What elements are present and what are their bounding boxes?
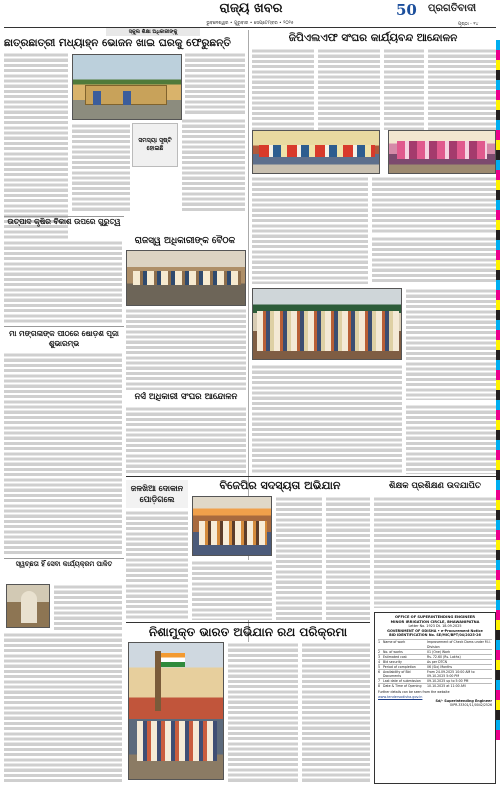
cleanliness-photo — [6, 584, 50, 628]
brief-temple-headline: ମା ମଙ୍ଗଳାଙ୍କ ପୀଠରେ ଷୋଡ଼ଶ ପୂଜା ଶୁଭାରମ୍ଭ — [9, 329, 119, 348]
notice-row — [378, 639, 492, 648]
school-story-kicker-box — [106, 28, 200, 36]
shop-story-body — [126, 510, 188, 620]
masthead — [0, 0, 500, 32]
notice-row-label: Availability of Bid Documents — [383, 669, 411, 679]
brief-agri-headline: ଉତ୍ପାଦ କୃଷିର ବିକାଶ ଉପରେ ଗୁରୁତ୍ୱ — [7, 217, 121, 226]
divider — [4, 326, 124, 327]
rally-photo — [128, 642, 224, 780]
notice-website[interactable]: www.tendersodisha.gov.in — [378, 694, 423, 699]
notice-govt: GOVERNMENT OF ODISHA • e-Procurement Notice — [387, 628, 483, 633]
school-story-pullquote — [132, 123, 178, 167]
notice-row-number: 4 — [378, 659, 381, 664]
notice-row-number: 1 — [378, 640, 381, 645]
nurse-story-body — [126, 406, 246, 474]
registration-marks — [496, 40, 500, 740]
jfl-col4 — [428, 48, 496, 130]
jfl-col8 — [406, 288, 496, 400]
section-title: ରାଜ୍ୟ ଖବର — [219, 1, 283, 16]
training-story-body — [374, 496, 496, 608]
bjp-story-col3 — [192, 560, 272, 620]
notice-code: OIPR-33301/11/0042/2526 — [449, 703, 492, 708]
page-number: ପୃଷ୍ଠା - ୧୪ — [458, 22, 479, 27]
school-story-col3 — [72, 123, 130, 213]
notice-row-value: As per DTCN — [427, 659, 447, 664]
notice-row-value: 06 (Six) Months — [427, 664, 453, 669]
notice-row-number: 8 — [378, 684, 381, 689]
notice-row-value: 10.10.2025 at 11:00 AM — [427, 684, 466, 689]
anniversary-number: 50 — [396, 1, 417, 19]
notice-row-number: 2 — [378, 649, 381, 654]
school-story-kicker: ସ୍କୁଲ ଶିକ୍ଷା ଅଧିକାରୀଙ୍କୁ — [128, 29, 178, 35]
bjp-story-col2 — [326, 496, 370, 620]
notice-signature: Sd/- Superintending Engineer — [435, 698, 492, 703]
pullquote-text: ସମସ୍ୟା ସୃଷ୍ଟି ହୋଇଛି — [138, 137, 172, 152]
rally-col2 — [302, 642, 370, 782]
notice-row-label: Period of completion — [383, 664, 416, 669]
bjp-story-headline: ବିଜେପିର ସଦସ୍ୟତା ଅଭିଯାନ — [219, 479, 341, 492]
notice-row-label: Estimated cost — [383, 654, 407, 659]
school-building-photo — [72, 54, 182, 120]
notice-row-label: Name of work — [383, 640, 406, 645]
notice-circle: MINOR IRRIGATION CIRCLE, BHAWANIPATNA — [390, 619, 480, 624]
brief-agri-body — [4, 240, 122, 324]
notice-row-value: 01 (One) Work — [427, 649, 451, 654]
bjp-meeting-photo — [192, 496, 272, 556]
dateline: ଭୁବନେଶ୍ୱର • ଗୁରୁବାର • ସେପ୍ଟେମ୍ବର • ୨୦୨୫ — [206, 21, 294, 26]
notice-footer: Further details can be seen from the website — [378, 690, 450, 695]
notice-row — [378, 649, 492, 654]
anniversary-logo — [396, 0, 426, 20]
notice-row-label: No. of works — [383, 649, 403, 654]
notice-row — [378, 664, 492, 669]
jfl-col2 — [318, 48, 380, 130]
notice-row-value: From 24.09.2025 10:00 AM to 09.10.2025 5:00 PM — [427, 669, 475, 679]
brief-cleanliness-headline: ସ୍ୱଚ୍ଛତା ହିଁ ସେବା କାର୍ଯ୍ୟକ୍ରମ ପାଳିତ — [15, 560, 113, 568]
notice-row — [378, 683, 492, 688]
school-story-headline: ଛାତ୍ରଛାତ୍ରୀ ମଧ୍ୟାହ୍ନ ଭୋଜନ ଖାଇ ଘରକୁ ଫେରୁଛନ୍ତି — [4, 37, 231, 49]
notice-row — [378, 678, 492, 683]
notice-row — [378, 669, 492, 678]
notice-row-number: 7 — [378, 679, 381, 684]
jfl-col10 — [406, 404, 496, 474]
divider — [126, 476, 496, 477]
training-story-headline: ଶିକ୍ଷକ ପ୍ରଶିକ୍ଷଣ ଉଦଯାପିତ — [389, 481, 481, 491]
notice-row-label: Date & Time of Opening — [383, 684, 422, 689]
school-story-col4 — [182, 118, 245, 213]
notice-row-number: 5 — [378, 664, 381, 669]
school-story-col2 — [185, 52, 245, 116]
notice-row-value: Rs. 72.60 (Rs. Lakhs) — [427, 654, 461, 659]
jfl-story-headline: ଜିପିଏଲଏଫ ସଂଘର କାର୍ଯ୍ୟବନ୍ଦ ଆନ୍ଦୋଳନ — [288, 32, 458, 44]
notice-row — [378, 659, 492, 664]
rally-col1 — [228, 642, 298, 782]
jfl-col5 — [252, 176, 368, 284]
shop-story-headline: ଜଳଖିଆ ଦୋକାନ ପୋଡ଼ିଗଲେ — [130, 484, 184, 504]
notice-row — [378, 654, 492, 659]
notice-letter: Letter No. 1923 Dt. 18.09.2025 — [408, 624, 462, 629]
nurse-story-headline: ନର୍ସ ଅଧିକାରୀ ସଂଘର ଆନ୍ଦୋଳନ — [134, 392, 238, 402]
meeting-photo — [126, 250, 246, 306]
notice-table — [378, 639, 492, 688]
divider — [126, 622, 370, 623]
district-story-headline: ରାଜସ୍ୱ ଅଧିକାରୀଙ୍କ ବୈଠକ — [134, 236, 236, 246]
rally-story-headline: ନିଶାମୁକ୍ତ ଭାରତ ଅଭିଯାନ ରଥ ପରିକ୍ରମା — [148, 625, 348, 639]
jfl-col1 — [252, 48, 314, 130]
protest-photo-left — [252, 130, 380, 174]
brief-temple-body — [4, 352, 122, 556]
notice-row-label: Bid security — [383, 659, 402, 664]
bjp-story-col1 — [276, 496, 322, 620]
notice-row-value: 09.10.2025 up to 5:00 PM — [427, 679, 469, 684]
jfl-col7 — [372, 236, 496, 284]
notice-row-number: 3 — [378, 654, 381, 659]
divider — [4, 558, 124, 559]
protest-photo-right — [388, 130, 496, 174]
notice-row-value: Improvement of Check Dams under M.I. Division — [427, 640, 491, 649]
notice-row-number: 6 — [378, 669, 381, 674]
brief-cleanliness-body-right — [54, 584, 122, 632]
brief-cleanliness-body — [4, 632, 122, 782]
notice-bid: BID IDENTIFICATION No. SE/MIC/BPT/04/2025-26 — [389, 633, 481, 637]
shop-story-headline-box — [126, 480, 188, 508]
jfl-col6 — [372, 176, 496, 234]
district-story-body — [126, 308, 246, 390]
paper-name: ପ୍ରଗତିବାଦୀ — [428, 3, 477, 14]
crowd-photo — [252, 288, 402, 360]
notice-office: OFFICE OF SUPERINTENDING ENGINEER — [395, 615, 475, 619]
jfl-col3 — [384, 48, 424, 130]
masthead-rule — [4, 27, 496, 28]
notice-row-label: Last date of submission — [383, 679, 421, 684]
jfl-col9 — [252, 364, 402, 474]
tender-notice — [374, 612, 496, 784]
